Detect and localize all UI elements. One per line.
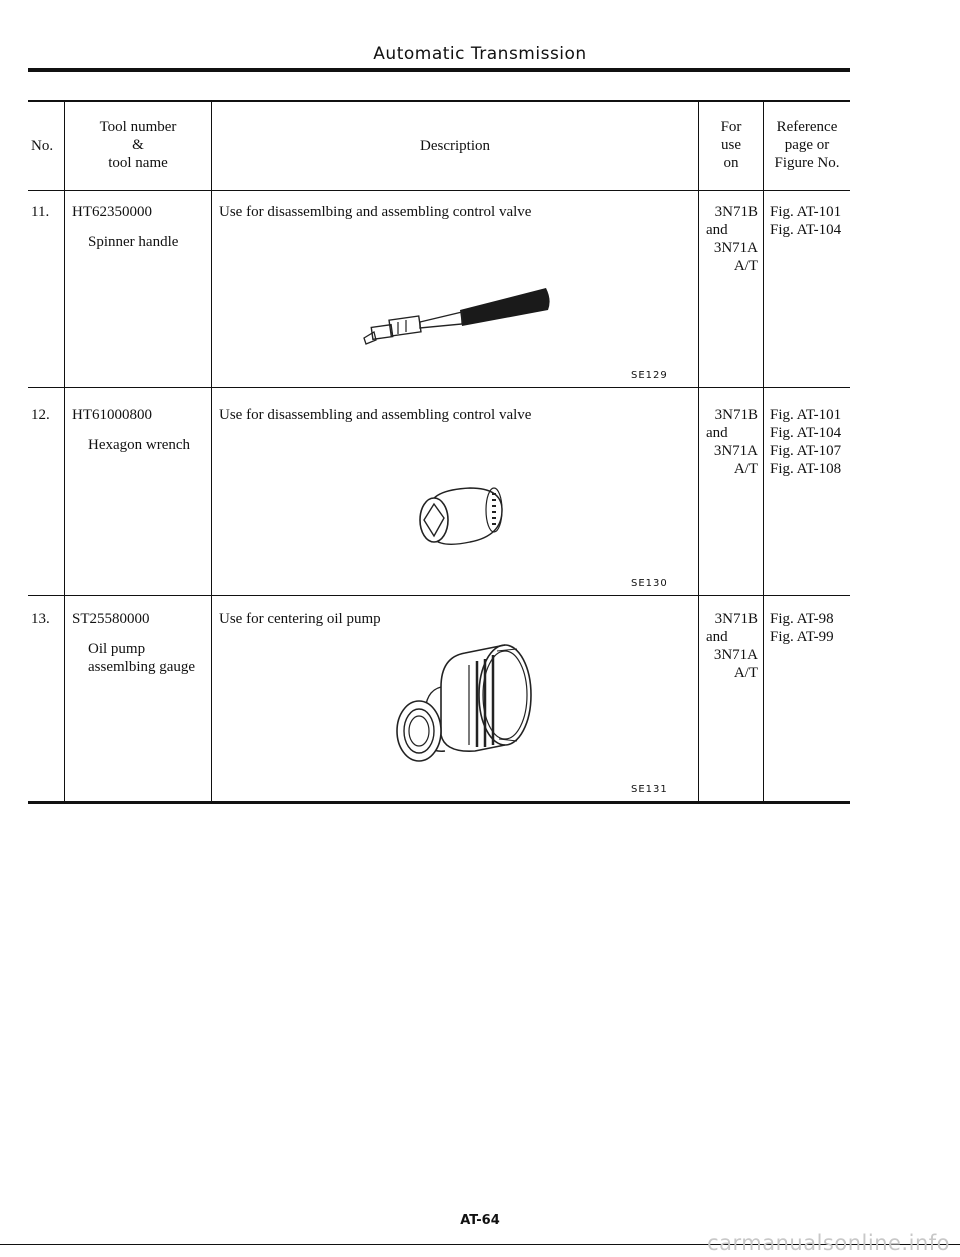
header-tool-line2: & [132, 137, 144, 153]
header-for-use-on-line1: For [720, 119, 742, 135]
tool-number: HT61000800 [72, 407, 152, 423]
tool-name-line1: Spinner handle [88, 234, 179, 250]
tool-name-line1: Oil pump [88, 641, 146, 657]
reference [770, 203, 841, 239]
header-for-use-on-line3: on [723, 155, 739, 171]
use-line4: A/T [733, 461, 758, 477]
page-number: AT-64 [460, 1213, 500, 1228]
use-line2: and [706, 425, 728, 441]
use-line1: 3N71B [714, 407, 758, 423]
col-divider-1 [64, 101, 65, 803]
hexagon-socket-icon [410, 480, 510, 560]
tool-name-line2: assemlbing gauge [88, 659, 196, 675]
use-line4: A/T [733, 665, 758, 681]
row-number: 12. [31, 407, 50, 423]
use-line3: 3N71A [713, 647, 758, 663]
use-line1: 3N71B [714, 204, 758, 220]
reference-line1: Fig. AT-98 [770, 611, 834, 627]
image-code: SE130 [631, 578, 668, 589]
header-no: No. [31, 138, 54, 154]
reference-line2: Fig. AT-104 [770, 425, 842, 441]
use-line1: 3N71B [714, 611, 758, 627]
header-reference-line2: page or [784, 137, 830, 153]
header-bottom-rule [28, 190, 850, 191]
watermark: carmanualsonline.info [707, 1231, 950, 1255]
for-use-on [706, 406, 758, 478]
use-line2: and [706, 222, 728, 238]
tool-name [88, 233, 178, 251]
row-divider-12-13 [28, 595, 850, 596]
header-reference-line1: Reference [776, 119, 838, 135]
tool-number: HT62350000 [72, 204, 152, 220]
use-line3: 3N71A [713, 443, 758, 459]
reference-line1: Fig. AT-101 [770, 407, 842, 423]
col-divider-3 [698, 101, 699, 803]
header-reference [764, 118, 850, 172]
row-number: 11. [31, 204, 50, 220]
image-code: SE129 [631, 370, 668, 381]
tool-name [88, 436, 190, 454]
use-line3: 3N71A [713, 240, 758, 256]
title-rule [28, 68, 850, 72]
tool-name [88, 640, 195, 676]
header-description: Description [420, 138, 490, 154]
header-reference-line3: Figure No. [774, 155, 840, 171]
col-divider-4 [763, 101, 764, 803]
oil-pump-gauge-icon [385, 635, 555, 775]
reference [770, 610, 834, 646]
tool-name-line1: Hexagon wrench [88, 437, 191, 453]
reference [770, 406, 841, 478]
reference-line4: Fig. AT-108 [770, 461, 842, 477]
image-code: SE131 [631, 784, 668, 795]
header-for-use-on-line2: use [721, 137, 741, 153]
for-use-on [706, 610, 758, 682]
description: Use for centering oil pump [219, 611, 381, 627]
description: Use for disassemlbing and assembling control valve [219, 204, 532, 220]
reference-line2: Fig. AT-99 [770, 629, 834, 645]
header-tool-line1: Tool number [99, 119, 177, 135]
description: Use for disassembling and assembling control valve [219, 407, 532, 423]
table-bottom-rule [28, 801, 850, 804]
header-tool [66, 118, 210, 172]
col-divider-2 [211, 101, 212, 803]
spinner-handle-icon [350, 282, 550, 362]
page-title: Automatic Transmission [373, 44, 587, 64]
header-for-use-on [699, 118, 763, 172]
row-number: 13. [31, 611, 50, 627]
reference-line2: Fig. AT-104 [770, 222, 842, 238]
reference-line3: Fig. AT-107 [770, 443, 842, 459]
row-divider-11-12 [28, 387, 850, 388]
tool-number: ST25580000 [72, 611, 150, 627]
use-line4: A/T [733, 258, 758, 274]
header-tool-line3: tool name [108, 155, 168, 171]
for-use-on [706, 203, 758, 275]
table-top-rule [28, 100, 850, 102]
use-line2: and [706, 629, 728, 645]
reference-line1: Fig. AT-101 [770, 204, 842, 220]
